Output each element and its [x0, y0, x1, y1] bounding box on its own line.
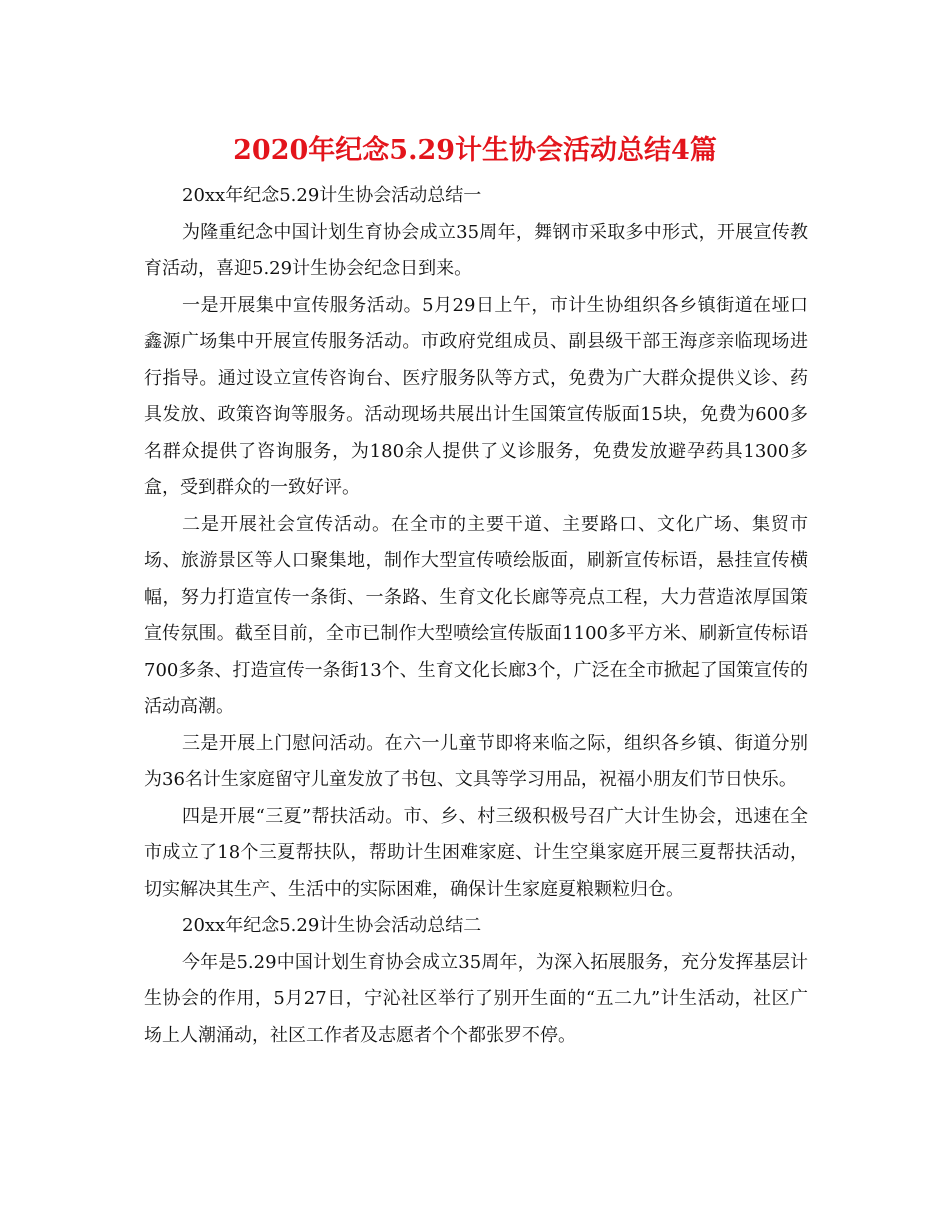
paragraph-activity-2: 二是开展社会宣传活动。在全市的主要干道、主要路口、文化广场、集贸市场、旅游景区等人口聚集地，制作大型宣传喷绘版面，刷新宣传标语，悬挂宣传横幅，努力打造宣传一条街、一条路、生育文化长廊等亮点工程，大力营造浓厚国策宣传氛围。截至目前，全市已制作大型喷绘宣传版面1100多平方米、刷新宣传标语700多条、打造宣传一条街13个、生育文化长廊3个，广泛在全市掀起了国策宣传的活动高潮。 — [144, 513, 808, 717]
paragraph-activity-4: 四是开展“三夏”帮扶活动。市、乡、村三级积极号召广大计生协会，迅速在全市成立了18个三夏帮扶队，帮助计生困难家庭、计生空巢家庭开展三夏帮扶活动，切实解决其生产、生活中的实际困难，确保计生家庭夏粮颗粒归仓。 — [144, 805, 808, 900]
paragraph-activity-1: 一是开展集中宣传服务活动。5月29日上午，市计生协组织各乡镇街道在垭口鑫源广场集中开展宣传服务活动。市政府党组成员、副县级干部王海彦亲临现场进行指导。通过设立宣传咨询台、医疗服务队等方式，免费为广大群众提供义诊、药具发放、政策咨询等服务。活动现场共展出计生国策宣传版面15块，免费为600多名群众提供了咨询服务，为180余人提供了义诊服务，免费发放避孕药具1300多盒，受到群众的一致好评。 — [144, 294, 808, 498]
paragraph-summary-2: 今年是5.29中国计划生育协会成立35周年，为深入拓展服务，充分发挥基层计生协会的作用，5月27日，宁沁社区举行了别开生面的“五二九”计生活动，社区广场上人潮涌动，社区工作者及志愿者个个都张罗不停。 — [144, 951, 808, 1046]
section-heading-2: 20xx年纪念5.29计生协会活动总结二 — [182, 915, 482, 936]
document-title: 2020年纪念5.29计生协会活动总结4篇 — [233, 135, 717, 166]
paragraph-activity-3: 三是开展上门慰问活动。在六一儿童节即将来临之际，组织各乡镇、街道分别为36名计生家庭留守儿童发放了书包、文具等学习用品，祝福小朋友们节日快乐。 — [144, 732, 808, 790]
document-body — [144, 178, 808, 1054]
section-heading-1: 20xx年纪念5.29计生协会活动总结一 — [182, 185, 482, 206]
paragraph-intro: 为隆重纪念中国计划生育协会成立35周年，舞钢市采取多中形式，开展宣传教育活动，喜迎5.29计生协会纪念日到来。 — [144, 221, 808, 279]
